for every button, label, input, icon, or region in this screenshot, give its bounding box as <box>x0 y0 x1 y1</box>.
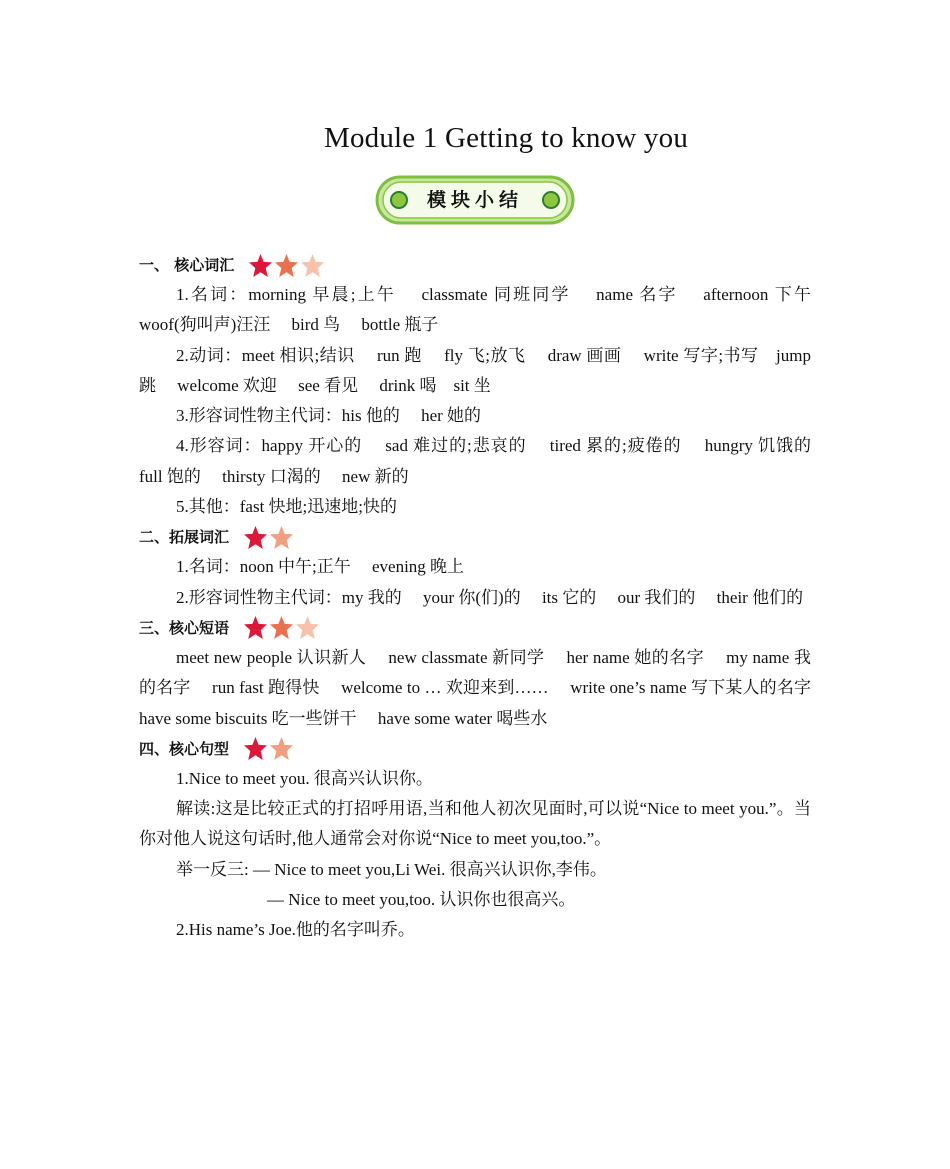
star-icon <box>248 253 273 278</box>
section-heading-text: 一、 核心词汇 <box>139 256 235 274</box>
vocab-item: 1.名词：noon 中午;正午 evening 晚上 <box>176 557 465 577</box>
section-heading-text: 四、核心句型 <box>139 739 230 758</box>
section-heading <box>139 250 811 280</box>
star-rating <box>243 525 294 550</box>
star-icon <box>243 615 268 640</box>
star-rating <box>248 253 325 278</box>
star-icon <box>243 525 268 550</box>
vocab-item: 2.形容词性物主代词：my 我的 your 你(们)的 its 它的 our 我们的 their 他们的 <box>176 587 804 607</box>
section-core-vocabulary <box>139 250 833 522</box>
star-icon <box>274 253 299 278</box>
star-icon <box>269 525 294 550</box>
vocab-item: 4.形容词：happy 开心的 sad 难过的;悲哀的 tired 累的;疲倦的 hungry 饥饿的 full 饱的 thirsty 口渴的 new 新的 <box>139 436 833 486</box>
badge-label: 模块小结 <box>426 189 523 211</box>
section-heading <box>139 522 811 552</box>
star-icon <box>243 736 268 761</box>
star-icon <box>300 253 325 278</box>
star-icon <box>295 615 320 640</box>
star-rating <box>243 736 294 761</box>
sentence-explanation: 解读:这是比较正式的打招呼用语,当和他人初次见面时,可以说“Nice to meet you.”。当你对他人说这句话时,他人通常会对你说“Nice to meet you,too.”。 <box>139 799 811 849</box>
section-heading-text: 二、拓展词汇 <box>139 528 230 547</box>
section-core-sentences <box>139 734 811 946</box>
sentence-item: 2.His name’s Joe.他的名字叫乔。 <box>176 920 415 940</box>
page-title: Module 1 Getting to know you <box>323 122 689 154</box>
section-extended-vocabulary <box>139 522 811 613</box>
content <box>139 250 833 946</box>
section-core-phrases <box>139 613 833 734</box>
summary-badge <box>375 175 575 225</box>
section-heading <box>139 613 811 643</box>
section-heading <box>139 734 811 764</box>
vocab-item: 5.其他：fast 快地;迅速地;快的 <box>176 497 397 517</box>
phrase-list: meet new people 认识新人 new classmate 新同学 her name 她的名字 my name 我的名字 run fast 跑得快 welcome to … 欢迎来到…… write one’s name 写下某人的名字 have some biscuits 吃一些饼干 have some water 喝些水 <box>139 647 833 728</box>
vocab-item: 1.名词：morning 早晨;上午 classmate 同班同学 name 名字 afternoon 下午 woof(狗叫声)汪汪 bird 鸟 bottle 瓶子 <box>139 285 828 335</box>
section-heading-text: 三、核心短语 <box>139 618 230 637</box>
vocab-item: 3.形容词性物主代词：his 他的 her 她的 <box>176 406 482 426</box>
sentence-example-reply: — Nice to meet you,too. 认识你也很高兴。 <box>267 890 576 910</box>
star-icon <box>269 736 294 761</box>
sentence-example: 举一反三: — Nice to meet you,Li Wei. 很高兴认识你,李伟。 <box>176 859 607 879</box>
star-rating <box>243 615 320 640</box>
star-icon <box>269 615 294 640</box>
sentence-item: 1.Nice to meet you. 很高兴认识你。 <box>176 768 433 788</box>
vocab-item: 2.动词：meet 相识;结识 run 跑 fly 飞;放飞 draw 画画 write 写字;书写 jump 跳 welcome 欢迎 see 看见 drink 喝 sit 坐 <box>139 345 811 395</box>
